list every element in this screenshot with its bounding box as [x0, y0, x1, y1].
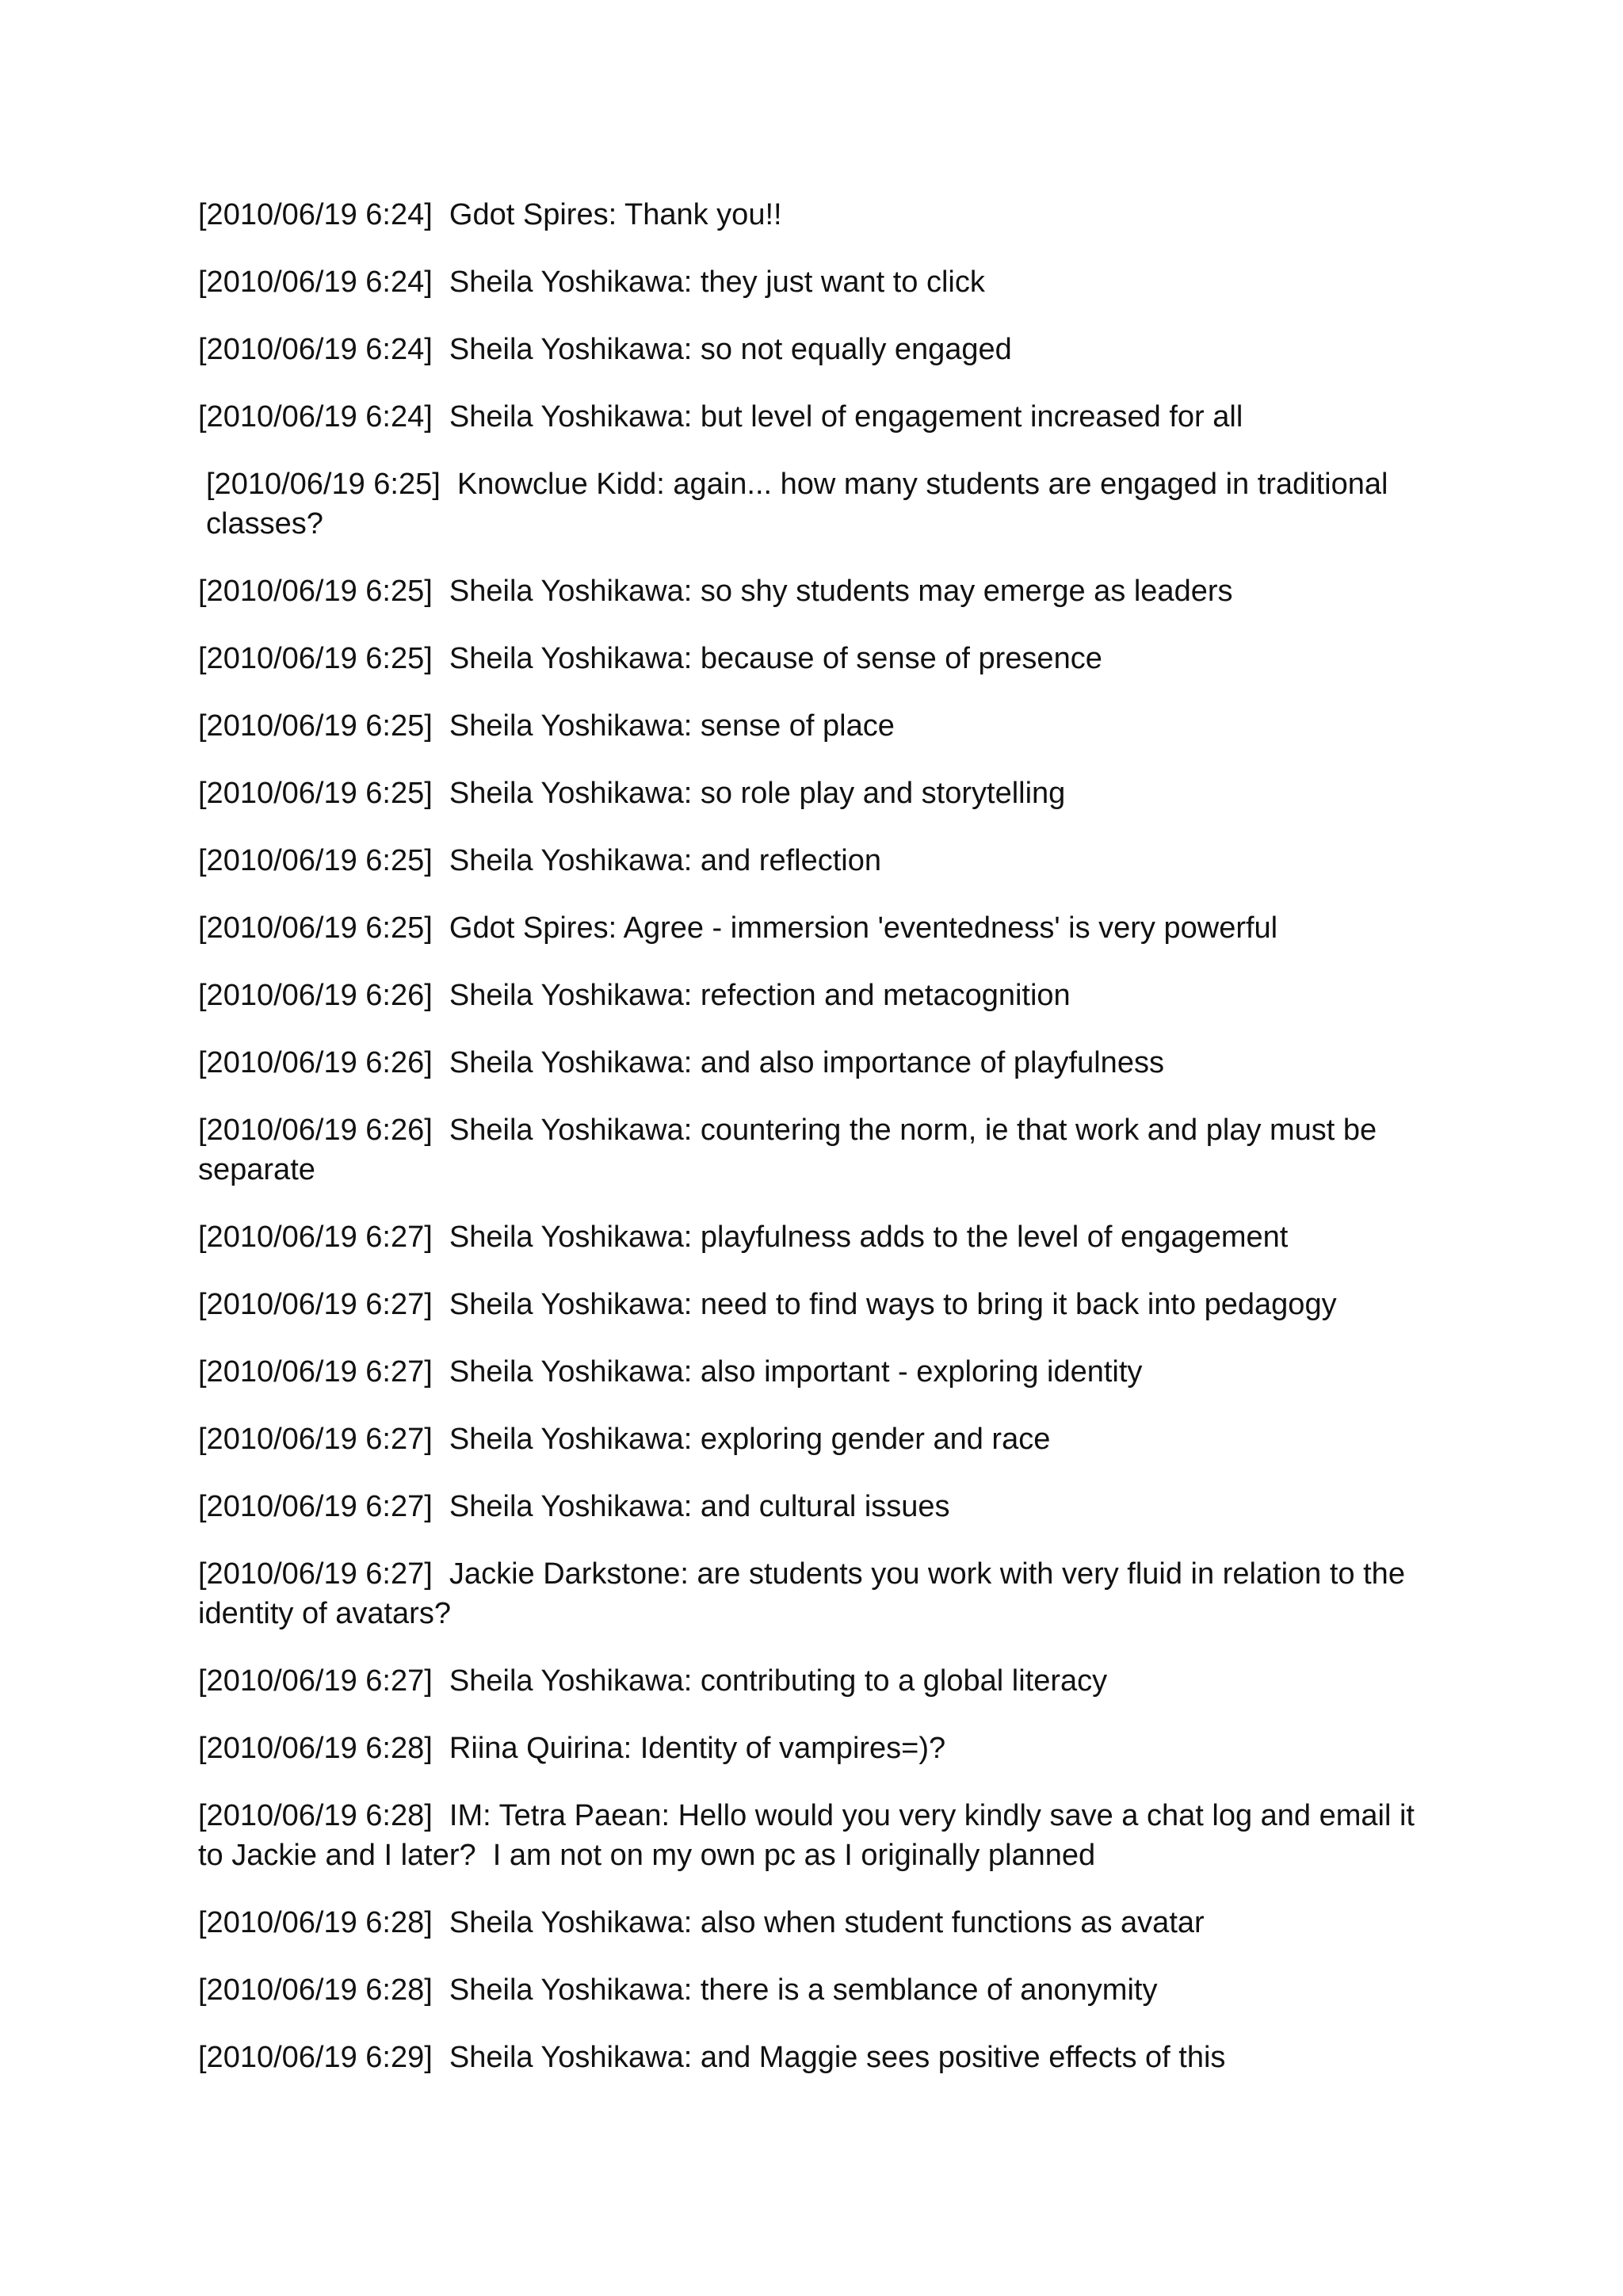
chat-line: [2010/06/19 6:25] Sheila Yoshikawa: because of sense of presence: [198, 642, 1102, 675]
chat-line: [2010/06/19 6:26] Sheila Yoshikawa: refection and metacognition: [198, 979, 1071, 1012]
chat-line: [2010/06/19 6:28] IM: Tetra Paean: Hello would you very kindly save a chat log and email it to Jackie and I later? I am not on my own pc as I originally planned: [198, 1799, 1423, 1872]
chat-line: [2010/06/19 6:28] Riina Quirina: Identity of vampires=)?: [198, 1732, 946, 1765]
chat-line: [2010/06/19 6:25] Sheila Yoshikawa: sense of place: [198, 709, 895, 743]
chat-line: [2010/06/19 6:24] Sheila Yoshikawa: so not equally engaged: [198, 333, 1012, 366]
chat-line: [2010/06/19 6:25] Knowclue Kidd: again... how many students are engaged in traditional classes?: [206, 468, 1397, 541]
chat-line: [2010/06/19 6:25] Gdot Spires: Agree - immersion 'eventedness' is very powerful: [198, 911, 1278, 945]
chat-line: [2010/06/19 6:27] Jackie Darkstone: are students you work with very fluid in relation to the identity of avatars?: [198, 1557, 1414, 1630]
chat-line: [2010/06/19 6:29] Sheila Yoshikawa: and Maggie sees positive effects of this: [198, 2041, 1226, 2074]
chat-line: [2010/06/19 6:28] Sheila Yoshikawa: also when student functions as avatar: [198, 1906, 1205, 1939]
chat-line: [2010/06/19 6:25] Sheila Yoshikawa: so role play and storytelling: [198, 777, 1066, 810]
chat-line: [2010/06/19 6:25] Sheila Yoshikawa: so shy students may emerge as leaders: [198, 575, 1233, 608]
chat-line: [2010/06/19 6:24] Gdot Spires: Thank you!!: [198, 198, 782, 231]
chat-line: [2010/06/19 6:26] Sheila Yoshikawa: countering the norm, ie that work and play must be separate: [198, 1114, 1385, 1186]
chat-line: [2010/06/19 6:27] Sheila Yoshikawa: need to find ways to bring it back into pedagogy: [198, 1288, 1337, 1321]
chat-line: [2010/06/19 6:27] Sheila Yoshikawa: exploring gender and race: [198, 1423, 1051, 1456]
chat-line: [2010/06/19 6:25] Sheila Yoshikawa: and reflection: [198, 844, 881, 877]
chat-line: [2010/06/19 6:27] Sheila Yoshikawa: contributing to a global literacy: [198, 1664, 1108, 1698]
chat-line: [2010/06/19 6:28] Sheila Yoshikawa: there is a semblance of anonymity: [198, 1973, 1158, 2007]
chat-line: [2010/06/19 6:27] Sheila Yoshikawa: playfulness adds to the level of engagement: [198, 1221, 1289, 1254]
chat-line: [2010/06/19 6:27] Sheila Yoshikawa: also important - exploring identity: [198, 1355, 1143, 1389]
chat-line: [2010/06/19 6:27] Sheila Yoshikawa: and cultural issues: [198, 1490, 950, 1523]
chat-line: [2010/06/19 6:26] Sheila Yoshikawa: and also importance of playfulness: [198, 1046, 1164, 1079]
chat-line: [2010/06/19 6:24] Sheila Yoshikawa: but level of engagement increased for all: [198, 400, 1243, 434]
chat-line: [2010/06/19 6:24] Sheila Yoshikawa: they just want to click: [198, 266, 985, 299]
chat-log: [198, 195, 1434, 2105]
